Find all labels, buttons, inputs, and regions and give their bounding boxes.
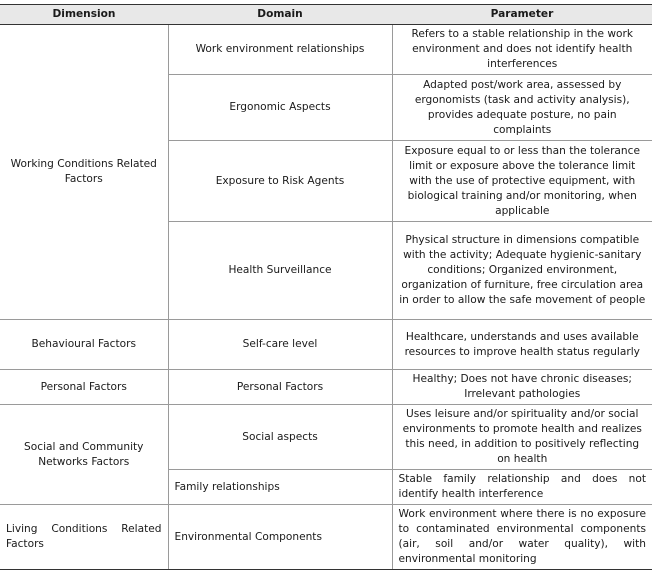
dimension-cell: Behavioural Factors — [0, 320, 168, 370]
parameter-cell: Work environment where there is no exposure to contaminated environmental components (air, soil and/or water quality), with environmental monitoring — [392, 505, 652, 570]
table-row — [0, 370, 652, 405]
parameter-cell: Adapted post/work area, assessed by ergonomists (task and activity analysis), provides adequate posture, no pain complaints — [392, 75, 652, 141]
table-row — [0, 505, 652, 570]
table-row — [0, 405, 652, 470]
header-parameter: Parameter — [392, 5, 652, 25]
domain-cell: Exposure to Risk Agents — [168, 141, 392, 222]
domain-cell: Ergonomic Aspects — [168, 75, 392, 141]
header-dimension: Dimension — [0, 5, 168, 25]
domain-cell: Work environment relationships — [168, 25, 392, 75]
table-row — [0, 320, 652, 370]
table-row — [0, 25, 652, 75]
domain-cell: Family relationships — [168, 470, 392, 505]
parameter-cell: Healthy; Does not have chronic diseases; Irrelevant pathologies — [392, 370, 652, 405]
parameter-cell: Uses leisure and/or spirituality and/or social environments to promote health and realizes this need, in addition to positively reflecting on health — [392, 405, 652, 470]
table-header-row — [0, 5, 652, 25]
parameter-cell: Healthcare, understands and uses available resources to improve health status regularly — [392, 320, 652, 370]
factors-table — [0, 4, 652, 570]
parameter-cell: Stable family relationship and does not identify health interference — [392, 470, 652, 505]
parameter-cell: Exposure equal to or less than the tolerance limit or exposure above the tolerance limit with the use of protective equipment, with biological training and/or monitoring, when applicable — [392, 141, 652, 222]
domain-cell: Self-care level — [168, 320, 392, 370]
domain-cell: Environmental Components — [168, 505, 392, 570]
parameter-cell: Refers to a stable relationship in the work environment and does not identify health interferences — [392, 25, 652, 75]
domain-cell: Health Surveillance — [168, 222, 392, 320]
dimension-cell: Social and Community Networks Factors — [0, 405, 168, 505]
parameter-cell: Physical structure in dimensions compatible with the activity; Adequate hygienic-sanitary conditions; Organized environment, organization of furniture, free circulation area in order to allow the safe movement of people — [392, 222, 652, 320]
domain-cell: Personal Factors — [168, 370, 392, 405]
dimension-cell: Working Conditions Related Factors — [0, 25, 168, 320]
dimension-cell: Personal Factors — [0, 370, 168, 405]
domain-cell: Social aspects — [168, 405, 392, 470]
dimension-cell: Living Conditions Related Factors — [0, 505, 168, 570]
header-domain: Domain — [168, 5, 392, 25]
